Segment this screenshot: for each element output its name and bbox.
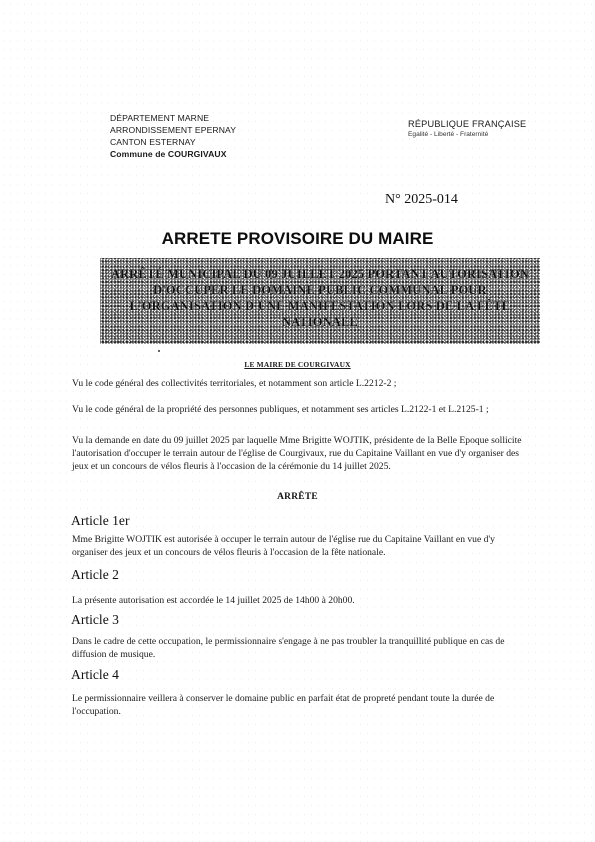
article-2-title: Article 2 xyxy=(71,567,119,582)
arrondissement-line: ARRONDISSEMENT EPERNAY xyxy=(110,125,237,135)
article-3-title: Article 3 xyxy=(71,612,119,627)
republic-name: RÉPUBLIQUE FRANÇAISE xyxy=(408,119,527,129)
document-number: N° 2025-014 xyxy=(385,192,458,207)
administrative-header xyxy=(110,112,236,160)
republic-header xyxy=(408,118,526,139)
article-3-text: Dans le cadre de cette occupation, le permissionnaire s'engage à ne pas troubler la tranquillité publique en cas de diffusion de musique. xyxy=(72,636,505,660)
consideration-3: Vu la demande en date du 09 juillet 2025 par laquelle Mme Brigitte WOJTIK, présidente de la Belle Epoque sollicite l'autorisation d'occuper le terrain autour de l'église de Courgivaux, rue du Capitaine Vaillant en vue d'y organiser des jeux et un concours de vélos fleuris à l'occasion de la cérémonie du 14 juillet 2025. xyxy=(72,435,522,472)
document-title: ARRETE PROVISOIRE DU MAIRE xyxy=(161,229,434,248)
article-4-text: Le permissionnaire veillera à conserver le domaine public en parfait état de propreté pendant toute la durée de l'occupation. xyxy=(72,693,495,717)
subtitle-box xyxy=(100,258,540,344)
department-line: DÉPARTEMENT MARNE xyxy=(110,113,210,123)
document-subtitle: ARRÊTÉ MUNICIPAL DU 09 JUILLET 2025 PORTANT AUTORISATION D'OCCUPER LE DOMAINE PUBLIC COMMUNAL POUR L'ORGANISATION D'UNE MANIFESTATION LORS DE LA FÊTE NATIONALE xyxy=(111,267,529,329)
preamble-heading: LE MAIRE DE COURGIVAUX xyxy=(244,360,351,369)
article-4-title: Article 4 xyxy=(71,667,119,682)
article-2-text: La présente autorisation est accordée le 14 juillet 2025 de 14h00 à 20h00. xyxy=(72,595,355,606)
scan-speck xyxy=(158,350,160,352)
commune-line: Commune de COURGIVAUX xyxy=(110,149,227,159)
consideration-1: Vu le code général des collectivités territoriales, et notamment son article L.2212-2 ; xyxy=(72,378,397,389)
article-1-text: Mme Brigitte WOJTIK est autorisée à occuper le terrain autour de l'église rue du Capitaine Vaillant en vue d'y organiser des jeux et un concours de vélos fleuris à l'occasion de la fête nationale. xyxy=(72,534,495,558)
decision-heading: ARRÊTE xyxy=(277,492,318,502)
republic-motto: Egalité - Liberté - Fraternité xyxy=(408,131,489,138)
article-1-title: Article 1er xyxy=(71,513,130,528)
canton-line: CANTON ESTERNAY xyxy=(110,137,196,147)
consideration-2: Vu le code général de la propriété des personnes publiques, et notamment ses articles L.2122-1 et L.2125-1 ; xyxy=(72,404,489,415)
